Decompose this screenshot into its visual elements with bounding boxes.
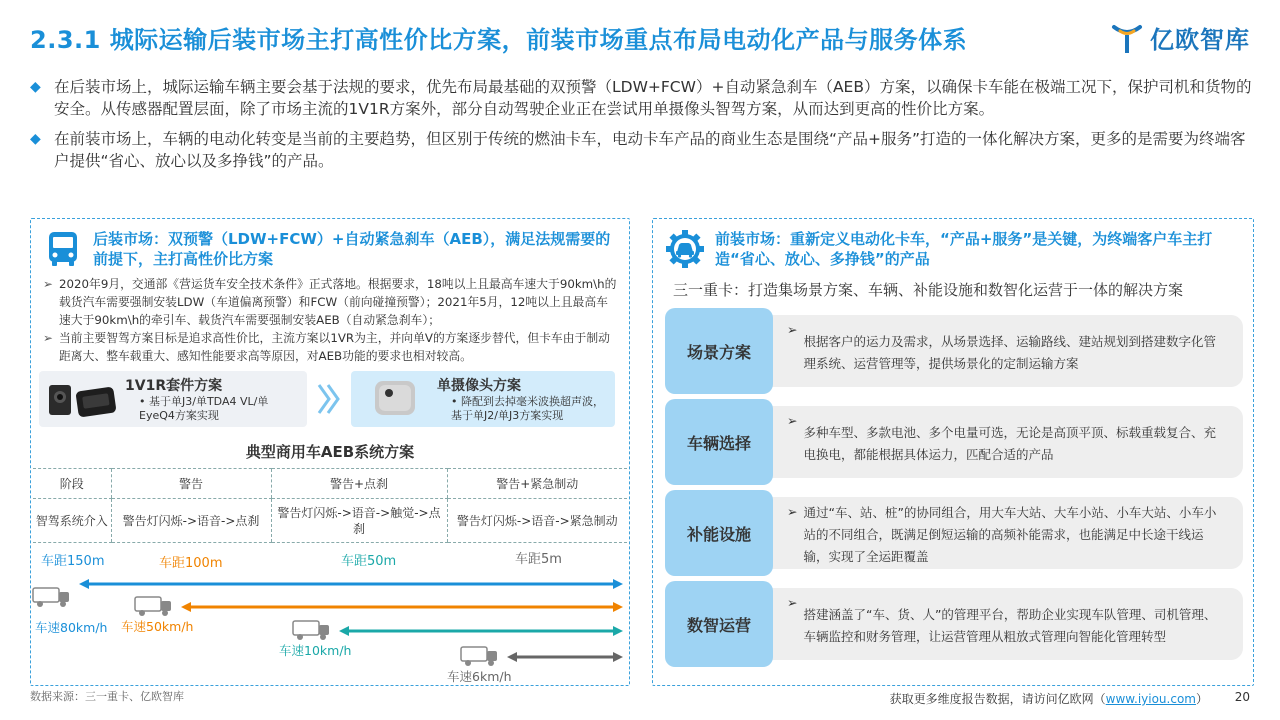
- aeb-table: [33, 468, 627, 543]
- solution-single-camera-info: [437, 375, 607, 423]
- arrow-bullet-icon: ➢: [787, 322, 798, 337]
- truck-icon: [33, 588, 59, 602]
- oem-subtitle: 三一重卡：打造集场景方案、车辆、补能设施和数智化运营于一体的解决方案: [673, 281, 1184, 299]
- truck-wheel-icon: [139, 610, 145, 616]
- truck-wheel-icon: [60, 601, 66, 607]
- truck-cab-icon: [487, 651, 497, 661]
- table-header-cell: 警告+紧急制动: [447, 469, 627, 499]
- table-header-cell: 阶段: [33, 469, 111, 499]
- speed-arrow-head-right: [613, 626, 623, 636]
- oem-panel: [652, 218, 1254, 686]
- row-label: 场景方案: [665, 308, 773, 394]
- aftermarket-notes: [31, 269, 629, 365]
- bullet-text: 在后装市场上，城际运输车辆主要会基于法规的要求，优先布局最基础的双预警（LDW+FCW）+自动紧急刹车（AEB）方案，以确保卡车能在极端工况下，保护司机和货物的安全。从传感器配置层面，除了市场主流的1V1R方案外，部分自动驾驶企业正在尝试用单摄像头智驾方案，从而达到更高的性价比方案。: [54, 78, 1252, 118]
- speed-distance-diagram: [31, 549, 631, 684]
- table-row: [33, 499, 627, 543]
- row-label: 补能设施: [665, 490, 773, 576]
- note-text: 2020年9月，交通部《营运货车安全技术条件》正式落地。根据要求，18吨以上且最高车速大于90km\h的载货汽车需要强制安装LDW（车道偏离预警）和FCW（前向碰撞预警）；2021年5月，12吨以上且最高车速大于90km\h的牵引车、载货汽车需要强制安装AEB（自动紧急刹车）；: [59, 277, 617, 327]
- solution-desc: • 基于单J3/单TDA4 VL/单EyeQ4方案实现: [139, 395, 269, 422]
- solution-1v1r-info: [125, 375, 299, 423]
- bullet-text: 在前装市场上，车辆的电动化转变是当前的主要趋势，但区别于传统的燃油卡车，电动卡车产品的商业生态是围绕“产品+服务”打造的一体化解决方案，更多的是需要为终端客户提供“省心、放心以及多挣钱”的产品。: [54, 130, 1246, 170]
- website-link[interactable]: www.iyiou.com: [1105, 692, 1196, 706]
- truck-wheel-icon: [488, 660, 494, 666]
- table-cell: 警告灯闪烁->语音->紧急制动: [447, 499, 627, 543]
- diamond-bullet-icon: ◆: [30, 131, 41, 147]
- arrow-bullet-icon: ➢: [787, 595, 798, 610]
- double-chevron-icon: [315, 381, 343, 417]
- list-item: [665, 490, 1243, 576]
- speed-arrow-head-left: [339, 626, 349, 636]
- note-item: [43, 275, 617, 329]
- intro-bullet: [30, 128, 1255, 172]
- row-text: 根据客户的运力及需求，从场景选择、运输路线、建站规划到搭建数字化管理系统、运营管理等，提供场景化的定制运输方案: [803, 334, 1216, 371]
- table-cell: 警告灯闪烁->语音->点刹: [111, 499, 271, 543]
- speed-arrow-head-left: [79, 579, 89, 589]
- speed-arrow-head-right: [613, 602, 623, 612]
- aftermarket-header: [31, 219, 629, 269]
- diamond-bullet-icon: ◆: [30, 79, 41, 95]
- solution-compare: [31, 365, 629, 427]
- speed-arrow-head-right: [613, 579, 623, 589]
- arrow-bullet-icon: ➢: [43, 277, 53, 291]
- solution-name: 单摄像头方案: [437, 378, 521, 394]
- solution-single-camera: [351, 371, 615, 427]
- truck-cab-icon: [59, 592, 69, 602]
- row-text: 多种车型、多款电池、多个电量可选，无论是高顶平顶、标载重载复合、充电换电，都能根据具体运力，匹配合适的产品: [803, 425, 1216, 462]
- distance-label: 车距150m: [41, 554, 105, 569]
- data-source: 数据来源：三一重卡、亿欧智库: [30, 690, 184, 703]
- camera-device-icon: [359, 377, 431, 421]
- page-title: 2.3.1 城际运输后装市场主打高性价比方案，前装市场重点布局电动化产品与服务体系: [30, 26, 968, 54]
- aeb-table-title: 典型商用车AEB系统方案: [245, 443, 415, 461]
- list-item: [665, 308, 1243, 394]
- truck-wheel-icon: [37, 601, 43, 607]
- footer-note: 获取更多维度报告数据，请访问亿欧网（www.iyiou.com）: [889, 692, 1208, 706]
- sensor-kit-icon: [47, 377, 119, 421]
- page-number: 20: [1234, 690, 1250, 704]
- row-body: [767, 588, 1243, 660]
- logo: [1110, 20, 1250, 55]
- note-text: 当前主要智驾方案目标是追求高性价比，主流方案以1VR为主，并向单V的方案逐步替代，但卡车由于制动距离大、整车载重大、感知性能要求高等原因，对AEB功能的要求也相对较高。: [59, 331, 610, 363]
- intro-bullet: [30, 76, 1255, 120]
- truck-icon: [293, 621, 319, 635]
- oem-solution-rows: [653, 300, 1253, 667]
- arrow-bullet-icon: ➢: [787, 504, 798, 519]
- list-item: [665, 399, 1243, 485]
- row-body: [767, 315, 1243, 387]
- row-text: 搭建涵盖了“车、货、人”的管理平台，帮助企业实现车队管理、司机管理、车辆监控和财务管理，让运营管理从粗放式管理向智能化管理转型: [803, 607, 1217, 644]
- distance-label: 车距5m: [515, 552, 562, 567]
- car-gear-icon: [665, 229, 705, 269]
- speed-label: 车速6km/h: [447, 669, 512, 684]
- row-body: [767, 406, 1243, 478]
- table-header-cell: 警告+点刹: [271, 469, 447, 499]
- row-text: 通过“车、站、桩”的协同组合，用大车大站、大车小站、小车大站、小车小站的不同组合，既满足倒短运输的高频补能需求，也能满足中长途干线运输，实现了全运距覆盖: [803, 505, 1217, 564]
- solution-name: 1V1R套件方案: [125, 378, 223, 394]
- truck-icon: [461, 647, 487, 661]
- logo-mark-icon: [1110, 21, 1144, 55]
- bus-icon: [43, 229, 83, 269]
- logo-text: 亿欧智库: [1150, 26, 1250, 54]
- truck-wheel-icon: [297, 634, 303, 640]
- truck-wheel-icon: [465, 660, 471, 666]
- distance-label: 车距50m: [341, 554, 397, 569]
- table-cell: 警告灯闪烁->语音->触觉->点刹: [271, 499, 447, 543]
- aftermarket-title: 后装市场：双预警（LDW+FCW）+自动紧急刹车（AEB），满足法规需要的前提下，主打高性价比方案: [93, 230, 611, 268]
- row-label: 数智运营: [665, 581, 773, 667]
- truck-icon: [135, 597, 161, 611]
- oem-title: 前装市场：重新定义电动化卡车，“产品+服务”是关键，为终端客户车主打造“省心、放心、多挣钱”的产品: [715, 230, 1213, 268]
- arrow-bullet-icon: ➢: [787, 413, 798, 428]
- table-header-cell: 警告: [111, 469, 271, 499]
- oem-header: [653, 219, 1253, 269]
- truck-wheel-icon: [162, 610, 168, 616]
- table-cell: 智驾系统介入: [33, 499, 111, 543]
- row-body: [767, 497, 1243, 569]
- solution-desc: • 降配到去掉毫米波换超声波，基于单J2/单J3方案实现: [451, 395, 604, 422]
- table-header-row: [33, 469, 627, 499]
- arrow-bullet-icon: ➢: [43, 331, 53, 345]
- row-label: 车辆选择: [665, 399, 773, 485]
- truck-cab-icon: [161, 601, 171, 611]
- intro-bullets: [30, 76, 1255, 180]
- speed-label: 车速10km/h: [279, 643, 352, 658]
- truck-wheel-icon: [320, 634, 326, 640]
- speed-arrow-head-right: [613, 652, 623, 662]
- truck-cab-icon: [319, 625, 329, 635]
- speed-arrow-head-left: [181, 602, 191, 612]
- distance-label: 车距100m: [159, 556, 223, 571]
- speed-label: 车速50km/h: [121, 619, 194, 634]
- speed-arrow-head-left: [507, 652, 517, 662]
- speed-label: 车速80km/h: [35, 620, 108, 635]
- note-item: [43, 329, 617, 365]
- aftermarket-panel: [30, 218, 630, 686]
- solution-1v1r: [39, 371, 307, 427]
- list-item: [665, 581, 1243, 667]
